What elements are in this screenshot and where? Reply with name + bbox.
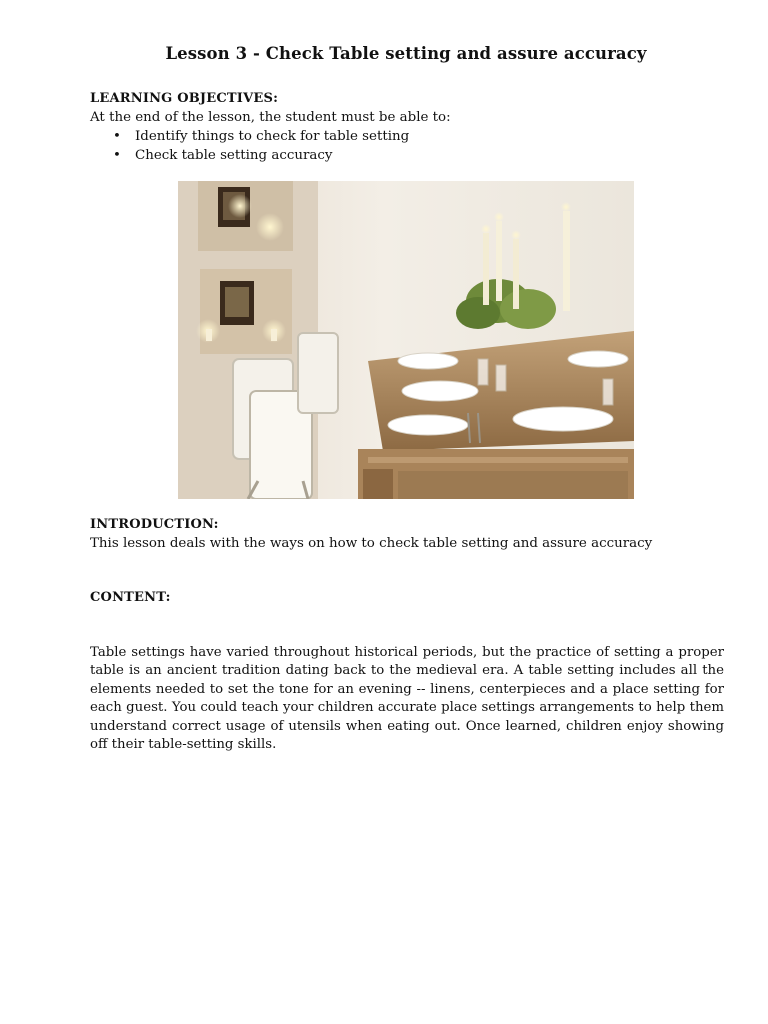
bullet-icon: • (113, 129, 121, 144)
list-item (90, 146, 724, 165)
page-title: Lesson 3 - Check Table setting and assure accuracy (165, 44, 647, 63)
bullet-icon: • (113, 148, 121, 163)
content-section (90, 588, 724, 607)
objective-text: Identify things to check for table setting (135, 129, 410, 144)
introduction-section (90, 515, 724, 553)
content-paragraph: Table settings have varied throughout historical periods, but the practice of setting a proper table is an ancient tradition dating back to the medieval era. A table setting includes all the elements needed to set the tone for an evening -- linens, centerpieces and a place setting for each guest. You could teach your children accurate place settings arrangements to help them understand correct usage of utensils when eating out. Once learned, children enjoy showing off their table-setting skills. (90, 645, 724, 753)
learning-objectives-section (90, 89, 724, 165)
dining-table-photo (178, 181, 634, 499)
objectives-list (90, 127, 724, 165)
objective-text: Check table setting accuracy (135, 148, 333, 163)
objectives-heading: LEARNING OBJECTIVES: (90, 91, 279, 106)
list-item (90, 127, 724, 146)
introduction-text: This lesson deals with the ways on how to check table setting and assure accuracy (90, 536, 653, 551)
objectives-lead: At the end of the lesson, the student must be able to: (90, 110, 451, 125)
content-heading: CONTENT: (90, 590, 171, 605)
introduction-heading: INTRODUCTION: (90, 517, 219, 532)
